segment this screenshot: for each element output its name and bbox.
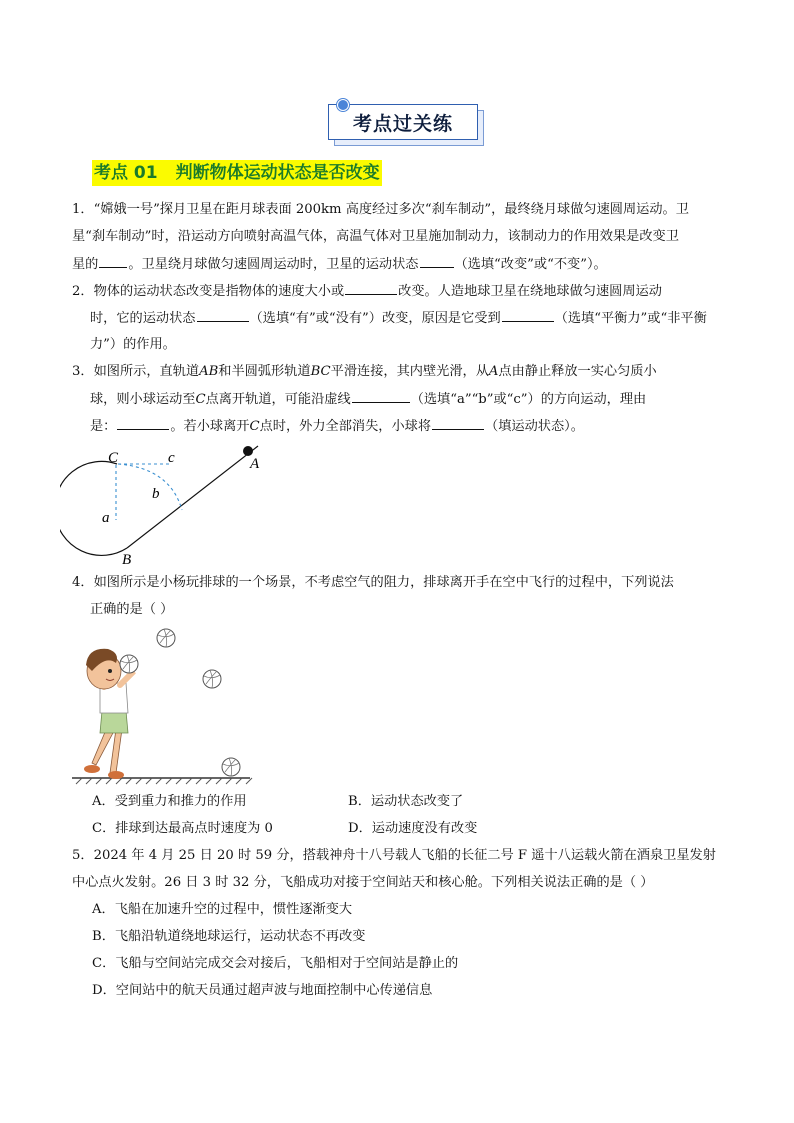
q3-line-3 — [90, 417, 584, 436]
volleyball-figure — [70, 625, 260, 785]
q5-option-a[interactable]: A．飞船在加速升空的过程中，惯性逐渐变大 — [92, 902, 353, 917]
q2-blank-1[interactable] — [345, 282, 397, 295]
q2-text-a: 2．物体的运动状态改变是指物体的速度大小或 — [72, 284, 345, 299]
q2-text-c: 时，它的运动状态 — [90, 311, 196, 326]
dashed-path-b — [118, 464, 182, 510]
q3-label-bc: BC — [310, 364, 331, 379]
q3-text-i: 。若小球离开 — [170, 419, 250, 434]
q3-label-a: A — [488, 364, 499, 379]
q5-line-1: 5．2024 年 4 月 25 日 20 时 59 分，搭载神舟十八号载人飞船的长征二号 F 遥十八运载火箭在酒泉卫星发射 — [72, 848, 716, 863]
q1-blank-1[interactable] — [99, 255, 127, 268]
fig-label-C: C — [108, 450, 119, 466]
fig-label-B: B — [122, 552, 132, 568]
straight-track-ab — [127, 446, 258, 548]
q4-option-d[interactable]: D．运动速度没有改变 — [348, 821, 478, 836]
volleyball-2 — [120, 655, 138, 673]
q3-label-ab: AB — [199, 364, 219, 379]
q5-line-2: 中心点火发射。26 日 3 时 32 分，飞船成功对接于空间站天和核心舱。下列相关说法正确的是（ ） — [72, 875, 654, 890]
fig-label-c: c — [168, 450, 175, 466]
q3-text-e: 球，则小球运动至 — [90, 392, 196, 407]
q3-text-f: 点离开轨道，可能沿虚线 — [205, 392, 351, 407]
fig-label-b: b — [152, 486, 160, 502]
q2-line-2 — [90, 309, 707, 328]
fig-label-A: A — [250, 456, 260, 472]
q3-text-b: 和半圆弧形轨道 — [218, 364, 311, 379]
section-label: 考点 01 — [94, 163, 158, 183]
q3-label-c: C — [195, 392, 206, 407]
q3-blank-1[interactable] — [352, 390, 410, 403]
q3-blank-2[interactable] — [117, 417, 169, 430]
q4-option-a[interactable]: A．受到重力和推力的作用 — [92, 794, 247, 809]
section-heading — [92, 160, 382, 186]
q1-text-c: （选填“改变”或“不变”）。 — [454, 257, 607, 272]
volleyball-3 — [203, 670, 221, 688]
q1-line-2: 星“刹车制动”时，沿运动方向喷射高温气体，高温气体对卫星施加制动力，该制动力的作用效果是改变卫 — [72, 229, 679, 244]
title-banner — [328, 104, 480, 142]
q4-option-c[interactable]: C．排球到达最高点时速度为 0 — [92, 821, 273, 836]
q2-text-d: （选填“有”或“没有”）改变，原因是它受到 — [249, 311, 501, 326]
banner-box — [328, 104, 478, 140]
q3-text-c: 平滑连接，其内壁光滑，从 — [330, 364, 489, 379]
q3-line-1 — [72, 363, 657, 381]
q2-text-e: （选填“平衡力”或“非平衡 — [554, 311, 707, 326]
q3-blank-3[interactable] — [432, 417, 484, 430]
track-figure — [60, 440, 280, 570]
q1-line-1: 1．“嫦娥一号”探月卫星在距月球表面 200km 高度经过多次“刹车制动”，最终绕月球做匀速圆周运动。卫 — [72, 202, 689, 217]
q1-text-a: 星的 — [72, 257, 99, 272]
volleyball-1 — [157, 629, 175, 647]
q1-blank-2[interactable] — [420, 255, 454, 268]
q2-line-1 — [72, 282, 662, 301]
q5-option-b[interactable]: B．飞船沿轨道绕地球运行，运动状态不再改变 — [92, 929, 366, 944]
q5-option-c[interactable]: C．飞船与空间站完成交会对接后，飞船相对于空间站是静止的 — [92, 956, 459, 971]
ball — [243, 446, 253, 456]
q3-text-k: （填运动状态）。 — [485, 419, 584, 434]
q1-text-b: 。卫星绕月球做匀速圆周运动时，卫星的运动状态 — [128, 257, 419, 272]
q3-label-c2: C — [249, 419, 260, 434]
q3-text-g: （选填“a”“b”或“c”）的方向运动，理由 — [410, 392, 647, 407]
q5-option-d[interactable]: D．空间站中的航天员通过超声波与地面控制中心传递信息 — [92, 983, 433, 998]
q4-line-2: 正确的是（ ） — [90, 602, 174, 617]
banner-title: 考点过关练 — [352, 112, 453, 135]
q3-text-a: 3．如图所示，直轨道 — [72, 364, 200, 379]
q4-option-b[interactable]: B．运动状态改变了 — [348, 794, 464, 809]
semicircle-track — [60, 461, 127, 555]
q4-line-1: 4．如图所示是小杨玩排球的一个场景，不考虑空气的阻力，排球离开手在空中飞行的过程中，下列说法 — [72, 575, 674, 590]
q3-text-d: 点由静止释放一实心匀质小 — [498, 364, 657, 379]
q2-blank-3[interactable] — [502, 309, 554, 322]
ground-hatch — [76, 778, 252, 784]
banner-dot-icon — [337, 99, 349, 111]
q3-text-h: 是： — [90, 419, 117, 434]
q2-line-3: 力”）的作用。 — [90, 337, 176, 352]
q1-line-3 — [72, 255, 607, 274]
q3-text-j: 点时，外力全部消失，小球将 — [259, 419, 432, 434]
q2-text-b: 改变。人造地球卫星在绕地球做匀速圆周运动 — [398, 284, 662, 299]
fig-label-a: a — [102, 510, 110, 526]
volleyball-4 — [222, 758, 240, 776]
section-title: 判断物体运动状态是否改变 — [175, 163, 380, 183]
q3-line-2 — [90, 390, 646, 409]
q2-blank-2[interactable] — [197, 309, 249, 322]
